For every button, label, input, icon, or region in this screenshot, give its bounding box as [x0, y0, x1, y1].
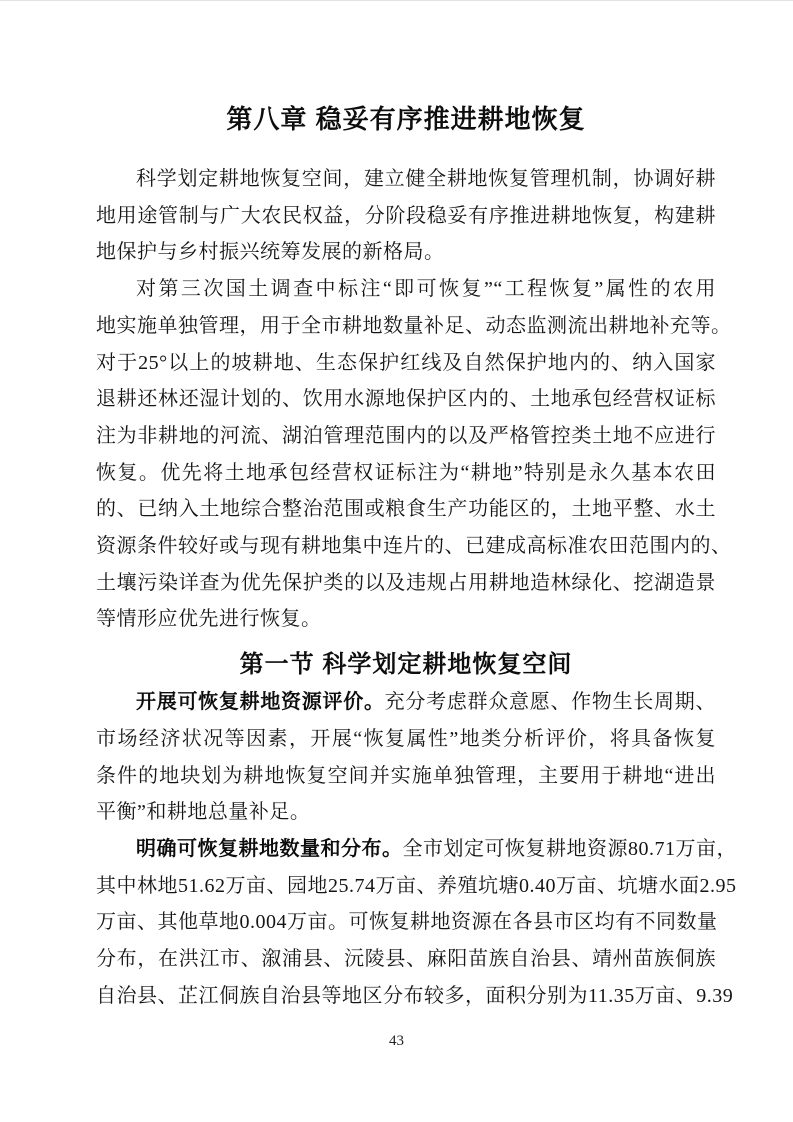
text-line: 土壤污染详查为优先保护类的以及违规占用耕地造林绿化、挖湖造景 — [96, 571, 716, 594]
section-title: 第一节 科学划定耕地恢复空间 — [239, 651, 573, 679]
chapter-intro-paragraphs — [96, 161, 732, 638]
text-line: 平衡”和耕地总量补足。 — [96, 801, 311, 824]
page-content — [0, 102, 793, 1014]
text-line: 自治县、芷江侗族自治县等地区分布较多，面积分别为11.35万亩、9.39 — [96, 984, 734, 1007]
text-line: 地保护与乡村振兴统筹发展的新格局。 — [96, 241, 445, 264]
text-line: 市场经济状况等因素，开展“恢复属性”地类分析评价，将具备恢复 — [96, 727, 716, 750]
section-body-paragraphs — [96, 684, 737, 1014]
text-line: 其中林地51.62万亩、园地25.74万亩、养殖坑塘0.40万亩、坑塘水面2.95 — [96, 874, 737, 897]
text-line: 地实施单独管理，用于全市耕地数量补足、动态监测流出耕地补充等。 — [96, 314, 732, 337]
text-line: 明确可恢复耕地数量和分布。全市划定可恢复耕地资源80.71万亩， — [136, 837, 737, 860]
text-line: 分布，在洪江市、溆浦县、沅陵县、麻阳苗族自治县、靖州苗族侗族 — [96, 948, 716, 971]
text-line: 科学划定耕地恢复空间，建立健全耕地恢复管理机制，协调好耕 — [136, 168, 716, 190]
text-line: 对第三次国土调查中标注“即可恢复”“工程恢复”属性的农用 — [136, 278, 716, 301]
text-line: 等情形应优先进行恢复。 — [96, 608, 322, 631]
page-number: 43 — [389, 1033, 404, 1049]
text-line: 恢复。优先将土地承包经营权证标注为“耕地”特别是永久基本农田 — [96, 461, 716, 484]
paragraph — [96, 161, 716, 271]
chapter-title: 第八章 稳妥有序推进耕地恢复 — [226, 104, 586, 134]
text-line: 的、已纳入土地综合整治范围或粮食生产功能区的，土地平整、水土 — [96, 498, 716, 521]
paragraph-lead-bold: 开展可恢复耕地资源评价。 — [136, 691, 385, 714]
text-line: 注为非耕地的河流、湖泊管理范围内的以及严格管控类土地不应进行 — [96, 424, 716, 447]
paragraph-lead-bold: 明确可恢复耕地数量和分布。 — [136, 837, 403, 860]
text-line: 万亩、其他草地0.004万亩。可恢复耕地资源在各县市区均有不同数量 — [96, 911, 718, 934]
paragraph — [96, 831, 737, 1015]
text-line: 条件的地块划为耕地恢复空间并实施单独管理，主要用于耕地“进出 — [96, 764, 716, 787]
paragraph — [96, 684, 716, 831]
text-line: 资源条件较好或与现有耕地集中连片的、已建成高标准农田范围内的、 — [96, 535, 732, 558]
text-line: 开展可恢复耕地资源评价。充分考虑群众意愿、作物生长周期、 — [136, 691, 717, 714]
text-line: 地用途管制与广大农民权益，分阶段稳妥有序推进耕地恢复，构建耕 — [96, 204, 716, 227]
text-line: 对于25°以上的坡耕地、生态保护红线及自然保护地内的、纳入国家 — [96, 351, 716, 374]
paragraph — [96, 271, 732, 638]
text-line: 退耕还林还湿计划的、饮用水源地保护区内的、土地承包经营权证标 — [96, 388, 716, 411]
